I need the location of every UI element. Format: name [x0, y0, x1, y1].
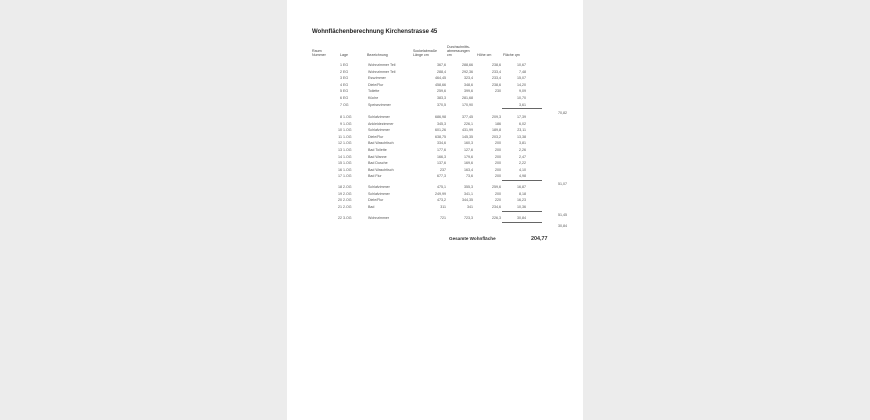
table-row	[312, 141, 552, 148]
cell-sh: 237	[440, 167, 446, 172]
cell-bez: Ankleidezimmer	[368, 121, 394, 126]
cell-dh: 377,45	[462, 115, 473, 119]
cell-sh: 464,45	[435, 76, 446, 81]
table-row	[312, 168, 552, 175]
cell-h: 200	[495, 161, 501, 166]
table-row	[312, 148, 552, 155]
cell-bez: Diele/Flur	[368, 198, 384, 203]
subtotal-underline	[502, 180, 542, 181]
table-row	[312, 83, 552, 90]
cell-bez: Bad Waschtisch	[368, 141, 394, 146]
cell-bez: Diele/Flur	[368, 82, 384, 87]
cell-dh: 281,68	[462, 96, 473, 100]
cell-f: 14,20	[517, 82, 526, 87]
document-page	[287, 0, 583, 420]
cell-f: 7,48	[519, 69, 526, 74]
cell-dh: 163,4	[464, 167, 473, 172]
cell-sh: 249,99	[435, 191, 446, 196]
header-hoehe: Höhe cm	[477, 53, 492, 58]
cell-h: 200	[495, 148, 501, 152]
group-subtotal: 30,84	[558, 224, 567, 228]
total-value: 204,77	[531, 235, 548, 242]
cell-f: 16,87	[517, 185, 526, 189]
cell-nr: 17	[338, 174, 342, 179]
cell-h: 186	[495, 121, 501, 126]
cell-bez: Bad	[368, 204, 375, 209]
cell-bez: Diele/Flur	[368, 134, 384, 139]
cell-lage: OG	[343, 102, 349, 107]
cell-lage: 1.OG	[343, 121, 352, 126]
cell-h: 230	[495, 89, 501, 94]
cell-sh: 601,26	[435, 128, 446, 133]
cell-f: 8,18	[519, 191, 526, 196]
cell-dh: 431,99	[462, 128, 473, 133]
cell-dh: 288,66	[462, 63, 473, 67]
cell-dh: 169,6	[464, 161, 473, 166]
cell-h: 234,6	[492, 204, 501, 209]
cell-h: 233,4	[492, 76, 501, 81]
table-row	[312, 122, 552, 129]
table-row	[312, 89, 552, 96]
cell-sh: 177,6	[437, 148, 446, 152]
cell-sh: 458,66	[435, 82, 446, 87]
cell-nr: 18	[338, 185, 342, 189]
cell-dh: 723,3	[464, 216, 473, 220]
header-sockel: Sockelabmaße Länge cm	[413, 49, 437, 58]
header-bezeichnung: Bezeichnung	[367, 53, 388, 58]
cell-bez: Schlafzimmer	[368, 115, 390, 119]
cell-sh: 677,3	[437, 174, 446, 179]
cell-lage: 2.OG	[343, 198, 352, 203]
cell-dh: 323,4	[464, 76, 473, 81]
cell-nr: 1	[340, 63, 342, 67]
cell-lage: 3.OG	[343, 216, 352, 220]
cell-bez: Schlafzimmer	[368, 185, 390, 189]
cell-dh: 344,35	[462, 198, 473, 203]
subtotal-underline	[502, 222, 542, 223]
cell-f: 4,98	[519, 174, 526, 179]
cell-f: 13,38	[517, 134, 526, 139]
cell-lage: 2.OG	[343, 185, 352, 189]
cell-h: 189,8	[492, 128, 501, 133]
cell-nr: 3	[340, 76, 342, 81]
cell-h: 203,2	[492, 134, 501, 139]
cell-nr: 5	[340, 89, 342, 94]
cell-nr: 6	[340, 96, 342, 100]
cell-nr: 11	[338, 134, 342, 139]
cell-lage: EG	[343, 96, 349, 100]
cell-sh: 473,2	[437, 198, 446, 203]
cell-nr: 14	[338, 154, 342, 159]
cell-dh: 292,36	[462, 69, 473, 74]
cell-f: 2,47	[519, 154, 526, 159]
cell-nr: 10	[338, 128, 342, 133]
cell-sh: 137,6	[437, 161, 446, 166]
header-durchschnitt: Durchschnitts- abmessungen cm	[447, 44, 470, 58]
cell-lage: 1.OG	[343, 134, 352, 139]
cell-h: 220	[495, 198, 501, 203]
cell-dh: 160,3	[464, 141, 473, 146]
cell-lage: 1.OG	[343, 161, 352, 166]
cell-f: 10,70	[517, 96, 526, 100]
header-raum: Raum Nummer	[312, 49, 326, 58]
cell-h: 259,6	[492, 185, 501, 189]
group-subtotal: 51,07	[558, 182, 567, 187]
table-row	[312, 128, 552, 135]
cell-f: 2,26	[519, 148, 526, 152]
cell-bez: Wohnzimmer Teil	[368, 63, 396, 67]
cell-f: 15,07	[517, 76, 526, 81]
cell-lage: 1.OG	[343, 128, 352, 133]
cell-nr: 4	[340, 82, 342, 87]
cell-bez: Wohnzimmer Teil	[368, 69, 396, 74]
cell-dh: 341,1	[464, 191, 473, 196]
cell-h: 200	[495, 167, 501, 172]
table-row	[312, 198, 552, 205]
cell-f: 30,84	[517, 216, 526, 220]
cell-f: 17,39	[517, 115, 526, 119]
cell-nr: 2	[340, 69, 342, 74]
cell-lage: 1.OG	[343, 174, 352, 179]
cell-h: 200	[495, 191, 501, 196]
cell-bez: Bad Waschtisch	[368, 167, 394, 172]
cell-lage: EG	[343, 82, 349, 87]
cell-f: 23,11	[517, 128, 526, 133]
table-row	[312, 115, 552, 122]
header-flaeche: Fläche qm	[503, 53, 520, 58]
cell-sh: 370,5	[437, 102, 446, 107]
cell-h: 238,6	[492, 63, 501, 67]
cell-sh: 259,6	[437, 89, 446, 94]
cell-bez: Bad Wanne	[368, 154, 387, 159]
cell-nr: 8	[340, 115, 342, 119]
cell-lage: 2.OG	[343, 204, 352, 209]
cell-f: 10,36	[517, 204, 526, 209]
subtotal-underline	[502, 211, 542, 212]
cell-dh: 179,6	[464, 154, 473, 159]
table-row	[312, 63, 552, 70]
cell-nr: 20	[338, 198, 342, 203]
cell-h: 200	[495, 141, 501, 146]
cell-bez: Esszimmer	[368, 76, 386, 81]
cell-bez: Bad Toilette	[368, 148, 387, 152]
cell-sh: 334,6	[437, 141, 446, 146]
document-title: Wohnflächenberechnung Kirchenstrasse 45	[312, 29, 438, 35]
cell-sh: 367,6	[437, 63, 446, 67]
cell-sh: 311	[440, 204, 446, 209]
cell-lage: 1.OG	[343, 167, 352, 172]
cell-nr: 22	[338, 216, 342, 220]
cell-h: 200	[495, 154, 501, 159]
cell-nr: 9	[340, 121, 342, 126]
cell-bez: Speisezimmer	[368, 102, 391, 107]
cell-dh: 226,1	[464, 121, 473, 126]
cell-dh: 348,6	[464, 82, 473, 87]
table-row	[312, 135, 552, 142]
total-label: Gesamte Wohnfläche	[449, 236, 496, 241]
cell-dh: 145,35	[462, 134, 473, 139]
cell-lage: 1.OG	[343, 141, 352, 146]
cell-lage: EG	[343, 63, 349, 67]
header-lage: Lage	[340, 53, 348, 58]
cell-sh: 721	[440, 216, 446, 220]
cell-bez: Schlafzimmer	[368, 128, 390, 133]
cell-sh: 383,3	[437, 96, 446, 100]
cell-sh: 345,3	[437, 121, 446, 126]
cell-nr: 7	[340, 102, 342, 107]
table-row	[312, 70, 552, 77]
cell-sh: 638,75	[435, 134, 446, 139]
cell-f: 9,09	[519, 89, 526, 94]
cell-f: 3,61	[519, 102, 526, 107]
cell-f: 16,23	[517, 198, 526, 203]
cell-h: 226,3	[492, 216, 501, 220]
cell-bez: Schlafzimmer	[368, 191, 390, 196]
cell-bez: Bad Flur	[368, 174, 382, 179]
cell-nr: 13	[338, 148, 342, 152]
cell-sh: 475,1	[437, 185, 446, 189]
cell-nr: 16	[338, 167, 342, 172]
group-subtotal: 51,45	[558, 212, 567, 217]
cell-lage: EG	[343, 89, 349, 94]
cell-h: 209,3	[492, 115, 501, 119]
table-row	[312, 161, 552, 168]
table-row	[312, 76, 552, 83]
cell-sh: 288,4	[437, 69, 446, 74]
cell-bez: Toilette	[368, 89, 380, 94]
table-row	[312, 192, 552, 199]
cell-h: 233,4	[492, 69, 501, 74]
table-row	[312, 96, 552, 103]
cell-lage: 1.OG	[343, 154, 352, 159]
cell-lage: 1.OG	[343, 148, 352, 152]
cell-dh: 73,6	[466, 174, 473, 179]
cell-nr: 19	[338, 191, 342, 196]
cell-dh: 170,90	[462, 102, 473, 107]
cell-f: 4,10	[519, 167, 526, 172]
cell-lage: EG	[343, 69, 349, 74]
cell-h: 200	[495, 174, 501, 179]
cell-lage: 2.OG	[343, 191, 352, 196]
cell-dh: 399,6	[464, 89, 473, 94]
cell-nr: 21	[338, 204, 342, 209]
cell-bez: Wohnzimmer	[368, 216, 390, 220]
subtotal-underline	[502, 108, 542, 109]
cell-nr: 12	[338, 141, 342, 146]
cell-sh: 686,98	[435, 115, 446, 119]
cell-dh: 341	[467, 204, 473, 209]
cell-lage: EG	[343, 76, 349, 81]
cell-bez: Bad Dusche	[368, 161, 388, 166]
cell-nr: 15	[338, 161, 342, 166]
table-row	[312, 185, 552, 192]
table-row	[312, 155, 552, 162]
cell-f: 10,67	[517, 63, 526, 67]
cell-f: 3,81	[519, 141, 526, 146]
cell-dh: 355,3	[464, 185, 473, 189]
cell-f: 2,22	[519, 161, 526, 166]
cell-f: 6,02	[519, 121, 526, 126]
cell-sh: 166,3	[437, 154, 446, 159]
cell-bez: Küche	[368, 96, 379, 100]
cell-dh: 127,6	[464, 148, 473, 152]
cell-h: 238,6	[492, 82, 501, 87]
cell-lage: 1.OG	[343, 115, 352, 119]
group-subtotal: 70,82	[558, 110, 567, 115]
